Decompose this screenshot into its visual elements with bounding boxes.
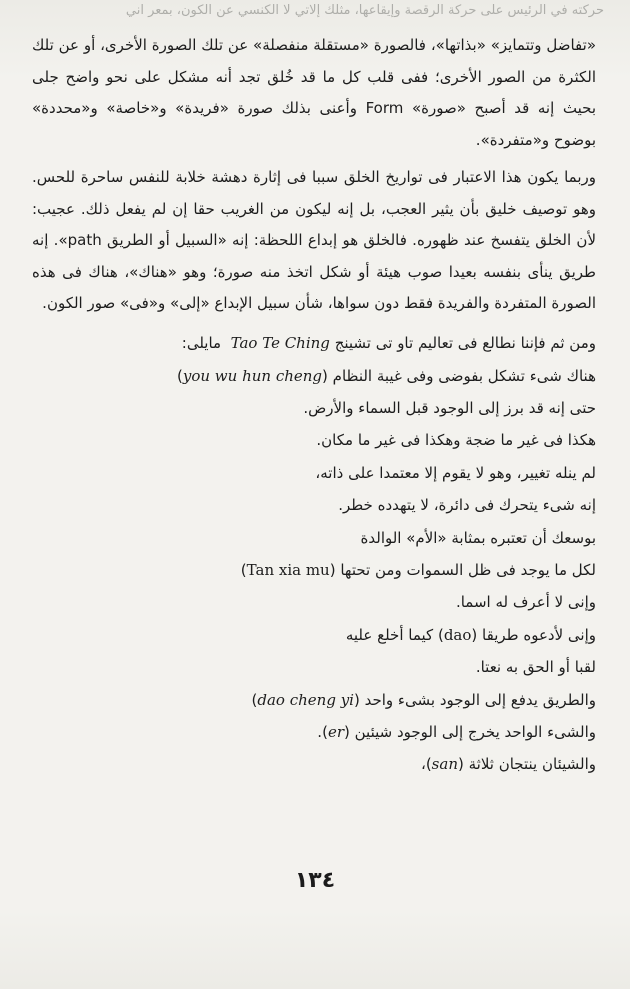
verse-text: هناك شىء تشكل بفوضى وفى غيبة النظام: [332, 366, 596, 385]
verse-transliteration: er: [327, 722, 344, 741]
verse-text: لم ينله تغيير، وهو لا يقوم إلا معتمدا على ذاته،: [315, 463, 596, 482]
verse-text: لقبا أو الحق به نعتا.: [475, 658, 596, 677]
verse-transliteration: Tan xia mu: [246, 560, 330, 579]
verse-text-tail: ،: [420, 755, 426, 774]
paragraph-1: «تفاضل وتتمايز» «بذاتها»، فالصورة «مستقلة منفصلة» عن تلك الصورة الأخرى، أو عن تلك الكثرة من الصور الأخرى؛ ففى قلب كل ما قد خُلق تجد أنه مشكل على نحو واضح جلى بحيث إنه قد أصبح «صورة» Form وأعنى بذلك صورة «فريدة» و«خاصة» و«محددة» بوضوح و«متفردة».: [32, 36, 597, 149]
verse-line: [32, 489, 596, 521]
verse-text-tail: كيما أخلع عليه: [345, 625, 434, 644]
verse-text: وإنى لأدعوه طريقا: [482, 625, 596, 644]
verse-line: [32, 651, 596, 683]
verse-line: [32, 457, 596, 489]
verse-text: حتى إنه قد برز إلى الوجود قبل السماء والأرض.: [303, 398, 596, 417]
verse-intro: [32, 329, 596, 357]
verse-text: وإنى لا أعرف له اسما.: [455, 593, 596, 612]
verse-text-tail: .: [317, 722, 323, 741]
verse-text: هكذا فى غير ما ضجة وهكذا فى غير ما مكان.: [316, 431, 596, 450]
verse-transliteration: san: [431, 755, 458, 774]
paragraph-2: وربما يكون هذا الاعتبار فى تواريخ الخلق سببا فى إثارة دهشة خلابة للنفس ساحرة للحس. وهو توصيف خليق بأن يثير العجب، بل إنه ليكون من الغريب حقا إن لم يفعل ذلك. عجيب: لأن الخلق يتفسخ عند ظهوره. فالخلق هو إبداع اللحظة: إنه «السبيل أو الطريق path». إنه طريق ينأى بنفسه بعيدا صوب هيئة أو شكل اتخذ منه صورة؛ وهو «هناك»، هناك فى هذه الصورة المتفردة والفريدة فقط دون سواها، شأن سبيل الإبداع «إلى» و«فى» صور الكون.: [32, 168, 596, 312]
verse-line: والطريق يدفع إلى الوجود بشىء واحد (dao cheng yi): [251, 690, 596, 709]
verse-intro-text: ومن ثم فإننا نطالع فى تعاليم تاو تى تشينج: [334, 333, 596, 352]
verse-text: بوسعك أن تعتبره بمثابة «الأم» الوالدة: [360, 528, 596, 547]
verse-text: إنه شىء يتحرك فى دائرة، لا يتهدده خطر.: [338, 496, 596, 515]
verse-text: لكل ما يوجد فى ظل السموات ومن تحتها: [340, 560, 596, 579]
verse-transliteration: dao cheng yi: [257, 690, 354, 709]
verse-text: والشيئان ينتجان ثلاثة: [468, 755, 596, 774]
verse-transliteration: you wu hun cheng: [182, 366, 323, 385]
verse-line: [32, 522, 596, 554]
verse-text: والطريق يدفع إلى الوجود بشىء واحد: [364, 690, 596, 709]
verse-line: هناك شىء تشكل بفوضى وفى غيبة النظام (you wu hun cheng): [177, 366, 596, 385]
verse-line: [32, 424, 596, 456]
page-number: ١٣٤: [294, 868, 336, 893]
page-content: [32, 30, 596, 781]
verse-line: والشيئان ينتجان ثلاثة (san)،: [420, 755, 596, 774]
verse-intro-tail: مايلى:: [181, 333, 222, 352]
verse-block: [32, 360, 596, 781]
verse-line: والشىء الواحد يخرج إلى الوجود شيئين (er).: [317, 722, 596, 741]
verse-transliteration: dao: [443, 625, 472, 644]
bleed-through-text: حركته في الرئيس على حركة الرقصة وإيقاعها، مثلك إلاتي لا الكنسي عن الكون، بمعر اني: [125, 3, 604, 18]
verse-line: [32, 586, 596, 618]
verse-line: وإنى لأدعوه طريقا (dao) كيما أخلع عليه: [345, 625, 596, 644]
verse-intro-title: Tao Te Ching: [230, 333, 330, 352]
verse-line: [32, 392, 596, 424]
verse-line: لكل ما يوجد فى ظل السموات ومن تحتها (Tan xia mu): [240, 560, 596, 579]
verse-text: والشىء الواحد يخرج إلى الوجود شيئين: [354, 722, 596, 741]
